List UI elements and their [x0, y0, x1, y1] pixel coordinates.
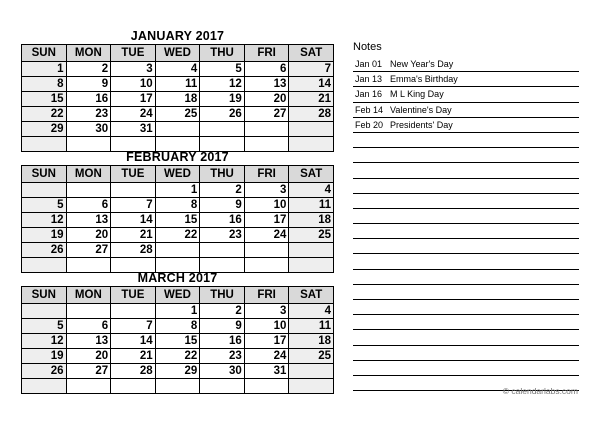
day-cell: 11 — [155, 77, 200, 92]
day-cell: 17 — [244, 334, 289, 349]
empty-day-cell — [66, 379, 111, 394]
day-cell: 9 — [200, 319, 245, 334]
weekday-header-fri: FRI — [244, 166, 289, 183]
note-blank-line — [353, 163, 579, 178]
week-row — [22, 349, 334, 364]
note-entry — [353, 72, 579, 87]
calendar-grid — [21, 286, 334, 394]
weekday-header-sat: SAT — [289, 45, 334, 62]
week-rows — [22, 304, 334, 394]
note-date: Jan 01 — [355, 59, 383, 69]
day-cell: 1 — [155, 183, 200, 198]
day-cell: 10 — [244, 198, 289, 213]
weekday-header-thu: THU — [200, 166, 245, 183]
day-cell: 25 — [289, 228, 334, 243]
day-cell: 21 — [111, 228, 156, 243]
weekday-header-fri: FRI — [244, 287, 289, 304]
note-entry — [353, 57, 579, 72]
week-row — [22, 334, 334, 349]
day-cell: 8 — [22, 77, 67, 92]
week-row — [22, 107, 334, 122]
weekday-header-mon: MON — [66, 166, 111, 183]
empty-day-cell — [66, 304, 111, 319]
day-cell: 7 — [111, 198, 156, 213]
note-text: Presidents' Day — [390, 119, 453, 130]
day-cell: 31 — [244, 364, 289, 379]
week-row — [22, 77, 334, 92]
day-cell: 23 — [200, 349, 245, 364]
empty-day-cell — [22, 183, 67, 198]
day-cell: 25 — [155, 107, 200, 122]
weekday-header-sat: SAT — [289, 287, 334, 304]
day-cell: 4 — [289, 183, 334, 198]
day-cell: 7 — [111, 319, 156, 334]
note-blank-line — [353, 194, 579, 209]
day-cell: 13 — [66, 213, 111, 228]
day-cell: 3 — [244, 304, 289, 319]
day-cell: 18 — [289, 213, 334, 228]
note-blank-line — [353, 361, 579, 376]
empty-day-cell — [244, 243, 289, 258]
day-cell: 24 — [244, 349, 289, 364]
weekday-header-tue: TUE — [111, 45, 156, 62]
day-cell: 26 — [200, 107, 245, 122]
note-blank-line — [353, 330, 579, 345]
calendar-grid — [21, 165, 334, 273]
week-row — [22, 379, 334, 394]
day-cell: 23 — [66, 107, 111, 122]
day-cell: 31 — [111, 122, 156, 137]
day-cell: 11 — [289, 319, 334, 334]
note-date: Jan 13 — [355, 74, 383, 85]
week-row — [22, 183, 334, 198]
note-blank-line — [353, 239, 579, 254]
empty-day-cell — [66, 183, 111, 198]
day-cell: 10 — [111, 77, 156, 92]
day-cell: 24 — [111, 107, 156, 122]
weekday-header-sun: SUN — [22, 166, 67, 183]
day-cell: 19 — [22, 228, 67, 243]
month-title: MARCH 2017 — [137, 271, 218, 285]
weekday-header-thu: THU — [200, 287, 245, 304]
day-cell: 28 — [111, 364, 156, 379]
empty-day-cell — [289, 379, 334, 394]
empty-day-cell — [244, 379, 289, 394]
empty-day-cell — [200, 122, 245, 137]
day-cell: 13 — [66, 334, 111, 349]
day-cell: 17 — [111, 92, 156, 107]
note-blank-line — [353, 209, 579, 224]
day-cell: 19 — [200, 92, 245, 107]
notes-panel — [353, 38, 579, 391]
weekday-header-row — [22, 287, 334, 304]
empty-day-cell — [155, 243, 200, 258]
day-cell: 28 — [289, 107, 334, 122]
day-cell: 22 — [155, 349, 200, 364]
empty-day-cell — [111, 304, 156, 319]
empty-day-cell — [155, 379, 200, 394]
day-cell: 10 — [244, 319, 289, 334]
note-blank-line — [353, 270, 579, 285]
note-entry — [353, 103, 579, 118]
empty-day-cell — [289, 122, 334, 137]
empty-day-cell — [289, 364, 334, 379]
note-text: New Year's Day — [390, 59, 454, 69]
day-cell: 3 — [244, 183, 289, 198]
weekday-header-mon: MON — [66, 287, 111, 304]
weekday-header-thu: THU — [200, 45, 245, 62]
empty-day-cell — [244, 122, 289, 137]
day-cell: 22 — [22, 107, 67, 122]
day-cell: 22 — [155, 228, 200, 243]
day-cell: 27 — [244, 107, 289, 122]
week-row — [22, 319, 334, 334]
day-cell: 4 — [289, 304, 334, 319]
day-cell: 18 — [289, 334, 334, 349]
day-cell: 27 — [66, 364, 111, 379]
day-cell: 26 — [22, 243, 67, 258]
day-cell: 14 — [289, 77, 334, 92]
day-cell: 24 — [244, 228, 289, 243]
day-cell: 20 — [66, 228, 111, 243]
note-blank-line — [353, 300, 579, 315]
note-blank-line — [353, 179, 579, 194]
week-row — [22, 243, 334, 258]
day-cell: 7 — [289, 62, 334, 77]
note-blank-line — [353, 315, 579, 330]
week-row — [22, 122, 334, 137]
note-text: Emma's Birthday — [390, 74, 458, 85]
notes-title: Notes — [353, 41, 382, 53]
day-cell: 11 — [289, 198, 334, 213]
week-row — [22, 213, 334, 228]
note-date: Feb 14 — [355, 104, 384, 115]
empty-day-cell — [200, 379, 245, 394]
day-cell: 21 — [111, 349, 156, 364]
calendar-grid — [21, 44, 334, 152]
day-cell: 1 — [155, 304, 200, 319]
empty-day-cell — [200, 243, 245, 258]
day-cell: 12 — [22, 213, 67, 228]
weekday-header-wed: WED — [155, 166, 200, 183]
credit-text: © calendarlabs.com — [502, 386, 578, 396]
day-cell: 9 — [66, 77, 111, 92]
day-cell: 13 — [244, 77, 289, 92]
day-cell: 6 — [244, 62, 289, 77]
day-cell: 2 — [200, 304, 245, 319]
day-cell: 2 — [66, 62, 111, 77]
day-cell: 20 — [244, 92, 289, 107]
day-cell: 8 — [155, 319, 200, 334]
day-cell: 14 — [111, 334, 156, 349]
empty-day-cell — [22, 304, 67, 319]
weekday-header-mon: MON — [66, 45, 111, 62]
day-cell: 5 — [200, 62, 245, 77]
day-cell: 6 — [66, 319, 111, 334]
weekday-header-sat: SAT — [289, 166, 334, 183]
notes-lines — [353, 57, 579, 391]
empty-day-cell — [111, 183, 156, 198]
weekday-header-wed: WED — [155, 287, 200, 304]
week-row — [22, 198, 334, 213]
note-entry — [353, 87, 579, 102]
day-cell: 23 — [200, 228, 245, 243]
day-cell: 26 — [22, 364, 67, 379]
note-blank-line — [353, 224, 579, 239]
note-blank-line — [353, 133, 579, 148]
note-date: Feb 20 — [355, 119, 384, 130]
day-cell: 3 — [111, 62, 156, 77]
note-blank-line — [353, 285, 579, 300]
weekday-header-fri: FRI — [244, 45, 289, 62]
note-blank-line — [353, 346, 579, 361]
day-cell: 5 — [22, 319, 67, 334]
day-cell: 21 — [289, 92, 334, 107]
empty-day-cell — [111, 379, 156, 394]
day-cell: 29 — [155, 364, 200, 379]
day-cell: 1 — [22, 62, 67, 77]
day-cell: 30 — [200, 364, 245, 379]
day-cell: 4 — [155, 62, 200, 77]
day-cell: 18 — [155, 92, 200, 107]
empty-day-cell — [155, 122, 200, 137]
day-cell: 8 — [155, 198, 200, 213]
month-february — [21, 150, 334, 273]
weekday-header-tue: TUE — [111, 166, 156, 183]
note-text: M L King Day — [390, 89, 444, 100]
week-row — [22, 228, 334, 243]
weekday-header-sun: SUN — [22, 287, 67, 304]
week-rows — [22, 183, 334, 273]
day-cell: 17 — [244, 213, 289, 228]
week-row — [22, 364, 334, 379]
month-january — [21, 29, 334, 152]
weekday-header-row — [22, 45, 334, 62]
week-rows — [22, 62, 334, 152]
day-cell: 5 — [22, 198, 67, 213]
note-blank-line — [353, 254, 579, 269]
month-title: JANUARY 2017 — [130, 29, 225, 43]
day-cell: 29 — [22, 122, 67, 137]
weekday-header-tue: TUE — [111, 287, 156, 304]
day-cell: 16 — [200, 334, 245, 349]
day-cell: 2 — [200, 183, 245, 198]
month-title: FEBRUARY 2017 — [126, 150, 229, 164]
day-cell: 20 — [66, 349, 111, 364]
month-march — [21, 271, 334, 394]
day-cell: 28 — [111, 243, 156, 258]
week-row — [22, 62, 334, 77]
empty-day-cell — [22, 379, 67, 394]
weekday-header-wed: WED — [155, 45, 200, 62]
day-cell: 12 — [200, 77, 245, 92]
note-date: Jan 16 — [355, 89, 383, 100]
week-row — [22, 304, 334, 319]
day-cell: 12 — [22, 334, 67, 349]
day-cell: 16 — [66, 92, 111, 107]
note-entry — [353, 118, 579, 133]
day-cell: 15 — [22, 92, 67, 107]
day-cell: 30 — [66, 122, 111, 137]
day-cell: 16 — [200, 213, 245, 228]
day-cell: 14 — [111, 213, 156, 228]
empty-day-cell — [289, 243, 334, 258]
day-cell: 19 — [22, 349, 67, 364]
weekday-header-sun: SUN — [22, 45, 67, 62]
day-cell: 15 — [155, 334, 200, 349]
day-cell: 27 — [66, 243, 111, 258]
week-row — [22, 92, 334, 107]
day-cell: 25 — [289, 349, 334, 364]
weekday-header-row — [22, 166, 334, 183]
day-cell: 9 — [200, 198, 245, 213]
note-blank-line — [353, 148, 579, 163]
day-cell: 6 — [66, 198, 111, 213]
note-text: Valentine's Day — [390, 104, 452, 115]
day-cell: 15 — [155, 213, 200, 228]
